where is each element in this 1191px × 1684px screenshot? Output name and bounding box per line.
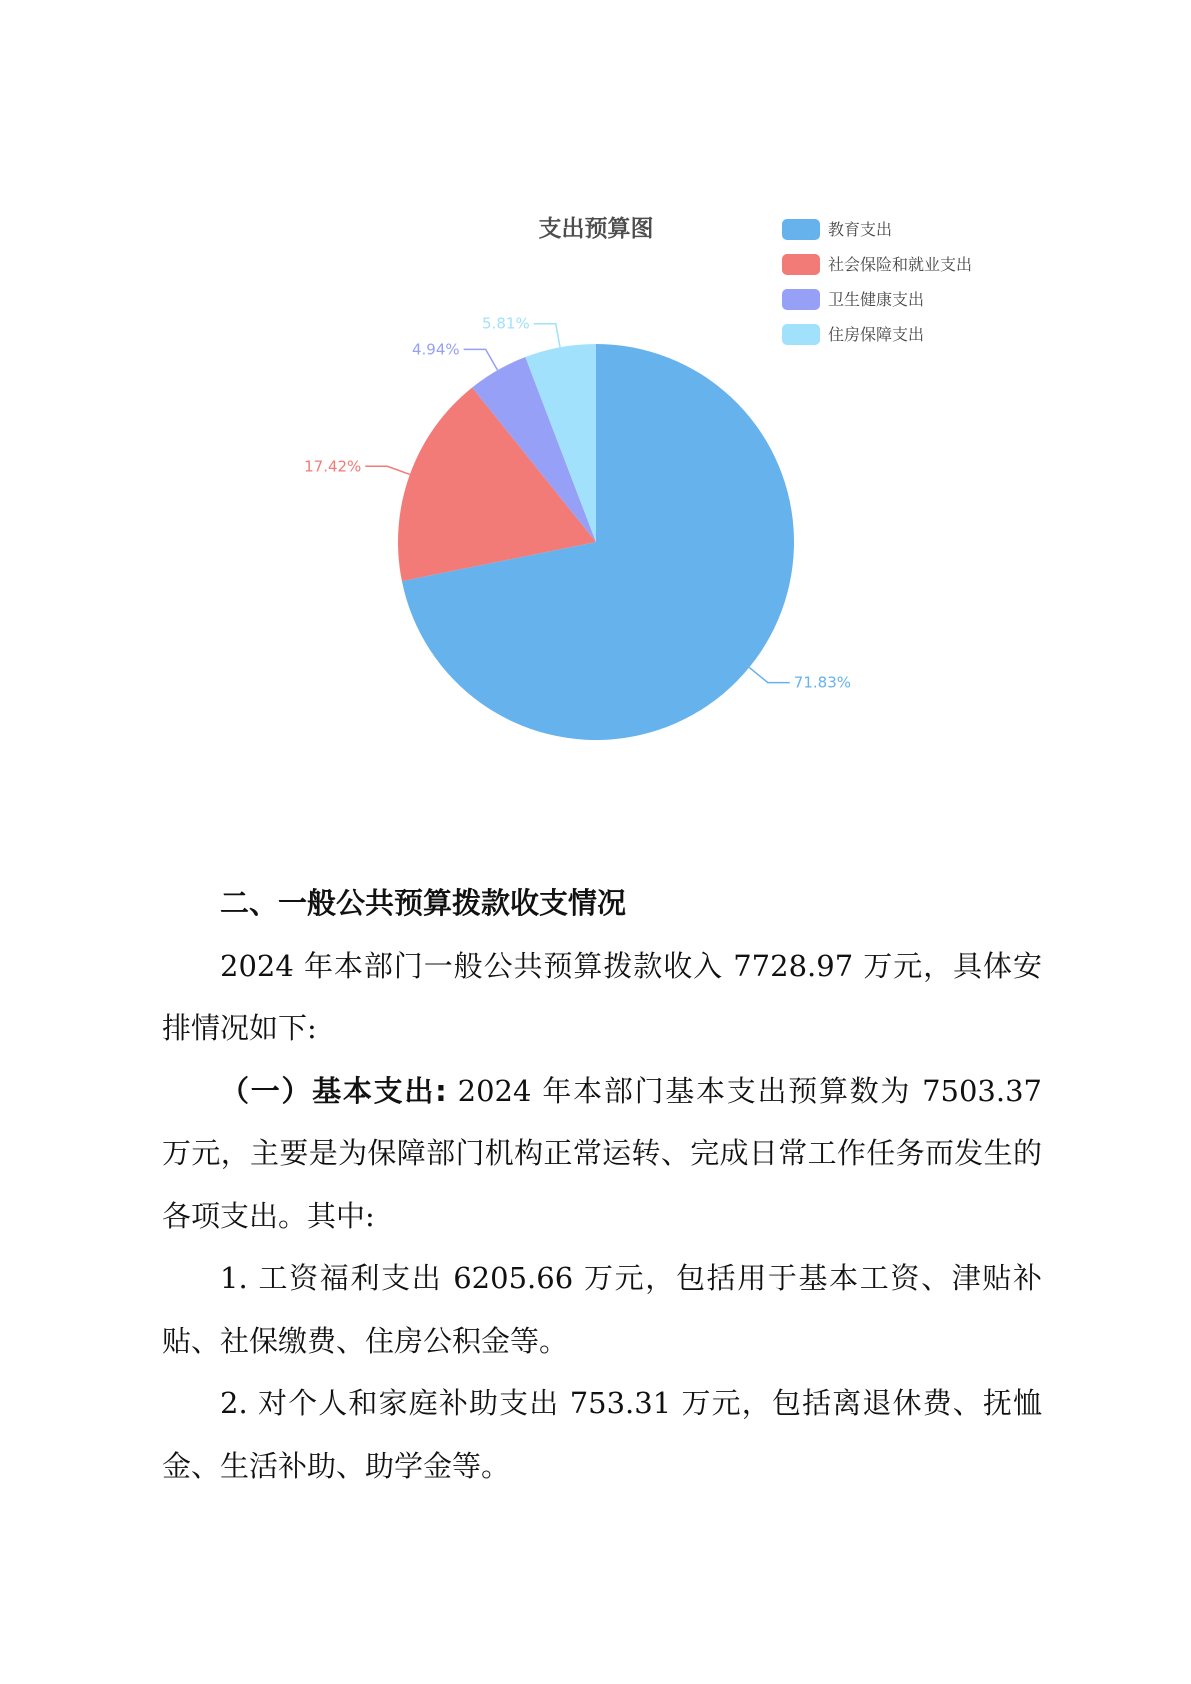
- paragraph-personal-family-subsidy: 2. 对个人和家庭补助支出 753.31 万元，包括离退休费、抚恤金、生活补助、助学金等。: [162, 1386, 1042, 1483]
- legend-label-2: 社会保险和就业支出: [828, 255, 973, 274]
- leader-line-1: [749, 667, 790, 682]
- chart-legend: [782, 219, 972, 345]
- legend-swatch-2: [782, 254, 820, 275]
- paragraph-basic-expenditure: [162, 1060, 1042, 1248]
- paragraph-income: 2024 年本部门一般公共预算拨款收入 7728.97 万元，具体安排情况如下:: [162, 948, 1042, 1045]
- subheading-basic-expenditure: （一）基本支出:: [220, 1073, 447, 1108]
- leader-line-3: [464, 349, 498, 370]
- section-heading: 二、一般公共预算拨款收支情况: [220, 886, 627, 920]
- slice-label-4: 5.81%: [482, 314, 530, 333]
- legend-label-1: 教育支出: [828, 220, 893, 239]
- paragraph-salary-welfare: 1. 工资福利支出 6205.66 万元，包括用于基本工资、津贴补贴、社保缴费、住房公积金等。: [162, 1261, 1042, 1358]
- slice-label-2: 17.42%: [304, 457, 362, 476]
- legend-label-3: 卫生健康支出: [828, 290, 925, 309]
- slice-label-3: 4.94%: [411, 340, 460, 359]
- leader-line-2: [365, 466, 410, 474]
- pie-chart: [0, 0, 1191, 760]
- slice-label-1: 71.83%: [793, 673, 852, 692]
- legend-swatch-1: [782, 219, 820, 240]
- legend-label-4: 住房保障支出: [828, 325, 925, 344]
- pie-slices: [398, 344, 794, 740]
- chart-title: 支出预算图: [538, 216, 654, 242]
- body-text: [162, 872, 1042, 1497]
- legend-swatch-4: [782, 324, 820, 345]
- leader-line-4: [534, 324, 560, 348]
- legend-swatch-3: [782, 289, 820, 310]
- paragraph-basic-expenditure-body: 2024 年本部门基本支出预算数为 7503.37 万元，主要是为保障部门机构正常运转、完成日常工作任务而发生的各项支出。其中:: [162, 1073, 1042, 1233]
